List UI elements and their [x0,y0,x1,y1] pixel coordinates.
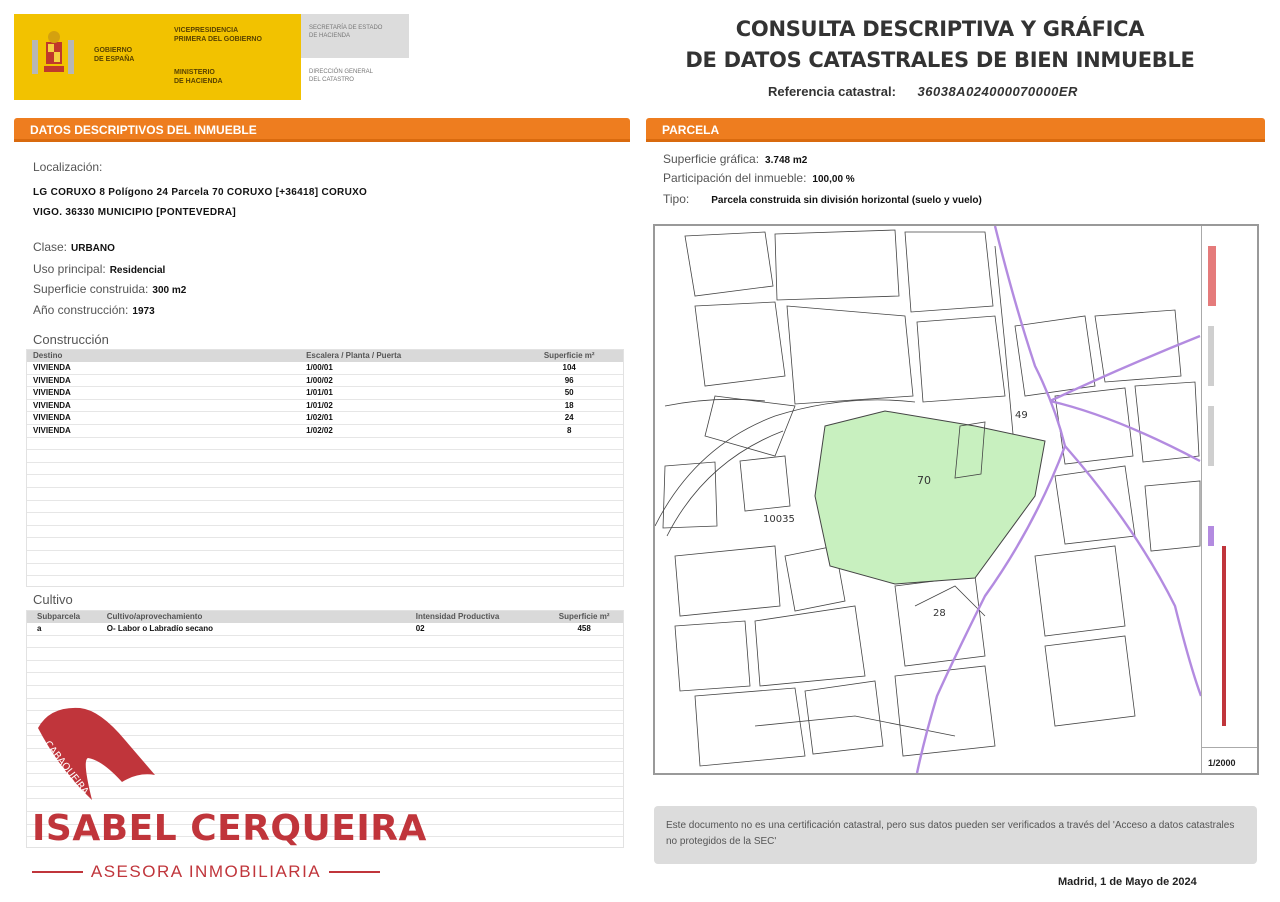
table-cell: 18 [564,400,574,410]
map-legend [1201,226,1257,747]
empty-row [27,488,623,501]
government-logo-yellow [14,14,301,100]
empty-row [27,686,623,699]
page-title [640,14,1240,76]
cadastral-reference [768,84,1078,99]
empty-row [27,551,623,564]
map-scale: 1/2000 [1201,747,1257,773]
empty-row [27,636,623,649]
table-cell: VIVIENDA [33,375,71,385]
table-cell: VIVIENDA [33,413,71,423]
cultivo-title: Cultivo [33,592,73,607]
ministry-label: MINISTERIO DE HACIENDA [174,69,223,85]
construccion-header [27,350,623,362]
table-cell: 1/01/01 [306,388,333,398]
empty-row [27,450,623,463]
clase-label: Clase: [33,240,68,254]
table-cell: VIVIENDA [33,388,71,398]
map-label-28: 28 [933,608,946,619]
col-destino: Destino [33,351,63,360]
localizacion-label: Localización: [33,160,103,174]
table-row [27,425,623,438]
table-cell: VIVIENDA [33,425,71,435]
uso-label: Uso principal: [33,262,106,276]
map-drawing [655,226,1203,773]
table-cell: 1/01/02 [306,400,333,410]
anio-value: 1973 [132,306,155,317]
col-intensidad: Intensidad Productiva [415,612,500,621]
superficie-row [33,282,186,296]
superficie-value: 300 m2 [152,285,187,296]
construccion-title: Construcción [33,332,109,347]
table-cell: 02 [415,624,425,633]
brand-ribbon-text: CABAQUEIRA [41,739,91,798]
table-cell: VIVIENDA [33,400,71,410]
disclaimer-note: Este documento no es una certificación catastral, pero sus datos pueden ser verificados a través del 'Acceso a datos catastrales no protegidos de la SEC' [654,806,1257,864]
cadastral-map[interactable] [653,224,1259,775]
map-label-parcel: 70 [917,474,931,487]
empty-row [27,661,623,674]
table-cell: 1/00/01 [306,363,333,372]
empty-row [27,538,623,551]
map-label-49: 49 [1015,410,1028,421]
place-date: Madrid, 1 de Mayo de 2024 [1058,876,1197,888]
table-cell: 1/00/02 [306,375,333,385]
brand-subtitle-text: ASESORA INMOBILIARIA [90,862,322,881]
table-cell: 104 [562,363,576,372]
empty-row [27,475,623,488]
brand-line-right [329,871,380,873]
table-row [27,623,623,636]
government-label: GOBIERNO DE ESPAÑA [94,47,135,63]
table-cell: 96 [564,375,574,385]
table-cell: 8 [566,425,572,435]
section-bar-parcel: PARCELA [646,118,1265,142]
tipo-row [663,192,982,206]
empty-row [27,513,623,526]
brand-name: ISABEL CERQUEIRA [32,808,427,849]
address-line-2: VIGO. 36330 MUNICIPIO [PONTEVEDRA] [33,207,237,218]
table-row [27,400,623,413]
clase-row [33,240,115,254]
construccion-body [27,362,623,576]
brand-logo-icon [30,700,170,810]
sup-grafica-label: Superficie gráfica: [663,152,760,166]
table-row [27,412,623,425]
ref-value: 36038A024000070000ER [917,84,1078,99]
cultivo-header [27,611,623,623]
uso-row [33,262,165,276]
col-planta: Escalera / Planta / Puerta [306,351,402,360]
government-logo [14,14,409,100]
vicepresidency-label: VICEPRESIDENCIA PRIMERA DEL GOBIERNO [174,27,262,43]
anio-label: Año construcción: [33,303,129,317]
participacion-value: 100,00 % [812,174,855,185]
table-cell: 24 [564,413,574,423]
construccion-table [26,349,624,587]
section-bar-descriptive: DATOS DESCRIPTIVOS DEL INMUEBLE [14,118,630,142]
empty-row [27,501,623,514]
secretaria-box [301,14,409,58]
table-cell: O- Labor o Labradío secano [106,624,214,633]
legend-drawing [1202,226,1258,747]
tipo-label: Tipo: [663,192,690,206]
uso-value: Residencial [109,265,166,276]
col-cultivo: Cultivo/aprovechamiento [106,612,203,621]
table-row [27,387,623,400]
empty-row [27,463,623,476]
empty-row [27,648,623,661]
sup-grafica-row [663,152,807,166]
empty-row [27,673,623,686]
col-superficie-cultivo: Superficie m² [558,612,610,621]
table-row [27,375,623,388]
table-cell: 50 [564,388,574,398]
col-superficie: Superficie m² [543,351,595,360]
tipo-value: Parcela construida sin división horizontal (suelo y vuelo) [711,195,982,206]
map-label-10035: 10035 [763,514,795,525]
participacion-label: Participación del inmueble: [663,171,807,185]
table-cell: a [37,624,42,633]
table-cell: 1/02/02 [306,425,333,435]
empty-row [27,526,623,539]
title-line-2: DE DATOS CATASTRALES DE BIEN INMUEBLE [685,48,1195,72]
participacion-row [663,171,855,185]
ref-label: Referencia catastral: [768,84,896,99]
anio-row [33,303,155,317]
address-line-1: LG CORUXO 8 Polígono 24 Parcela 70 CORUXO [+36418] CORUXO [33,187,368,198]
brand-line-left [32,871,83,873]
secretaria-label: SECRETARÍA DE ESTADO DE HACIENDA [309,25,383,39]
empty-row [27,438,623,451]
clase-value: URBANO [71,243,115,254]
government-logo-side [301,14,409,100]
coat-of-arms-icon [24,28,82,86]
title-line-1: CONSULTA DESCRIPTIVA Y GRÁFICA [735,17,1145,41]
table-cell: 458 [577,624,591,633]
sup-grafica-value: 3.748 m2 [765,155,808,166]
superficie-label: Superficie construida: [33,282,149,296]
brand-subtitle [32,862,380,882]
table-cell: 1/02/01 [306,413,333,423]
empty-row [27,564,623,577]
table-row [27,362,623,375]
col-subparcela: Subparcela [37,612,81,621]
direccion-label: DIRECCIÓN GENERAL DEL CATASTRO [309,69,374,83]
table-cell: VIVIENDA [33,363,71,372]
